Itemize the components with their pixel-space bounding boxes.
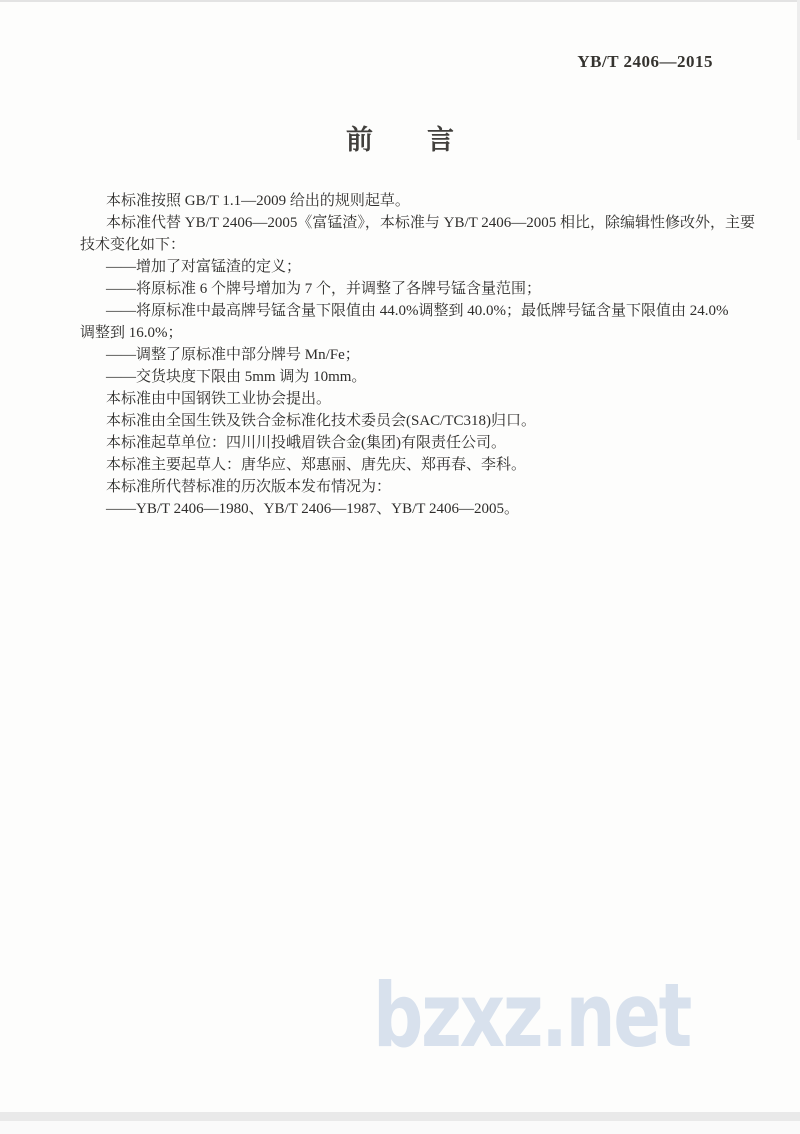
standard-number-header: YB/T 2406—2015	[577, 52, 713, 71]
text-line: 本标准起草单位：四川川投峨眉铁合金(集团)有限责任公司。	[106, 435, 506, 451]
text-line: 技术变化如下：	[80, 237, 186, 253]
scan-bottom-edge-artifact	[0, 1112, 800, 1121]
text-line: 本标准所代替标准的历次版本发布情况为：	[106, 479, 392, 495]
text-line: ——将原标准 6 个牌号增加为 7 个，并调整了各牌号锰含量范围；	[106, 281, 542, 297]
body-text	[80, 190, 756, 520]
text-line: 调整到 16.0%；	[80, 325, 183, 341]
text-line: 本标准代替 YB/T 2406—2005《富锰渣》，本标准与 YB/T 2406—2005 相比，除编辑性修改外，主要	[106, 215, 756, 231]
scan-top-edge-artifact	[0, 0, 800, 2]
scan-bottom-tail-artifact	[0, 1121, 800, 1134]
text-line: 本标准由全国生铁及铁合金标准化技术委员会(SAC/TC318)归口。	[106, 413, 537, 429]
text-line: ——YB/T 2406—1980、YB/T 2406—1987、YB/T 2406—2005。	[106, 501, 519, 517]
page-title: 前 言	[346, 125, 454, 155]
text-line: ——调整了原标准中部分牌号 Mn/Fe；	[106, 347, 360, 363]
text-line: ——将原标准中最高牌号锰含量下限值由 44.0%调整到 40.0%；最低牌号锰含量下限值由 24.0%	[106, 303, 729, 319]
watermark-text: bzxz.net	[373, 964, 690, 1067]
text-line: 本标准由中国钢铁工业协会提出。	[106, 391, 332, 407]
text-line: 本标准按照 GB/T 1.1—2009 给出的规则起草。	[106, 193, 410, 209]
text-line: 本标准主要起草人：唐华应、郑惠丽、唐先庆、郑再春、李科。	[106, 457, 527, 473]
text-line: ——交货块度下限由 5mm 调为 10mm。	[106, 369, 367, 385]
text-line: ——增加了对富锰渣的定义；	[106, 259, 302, 275]
